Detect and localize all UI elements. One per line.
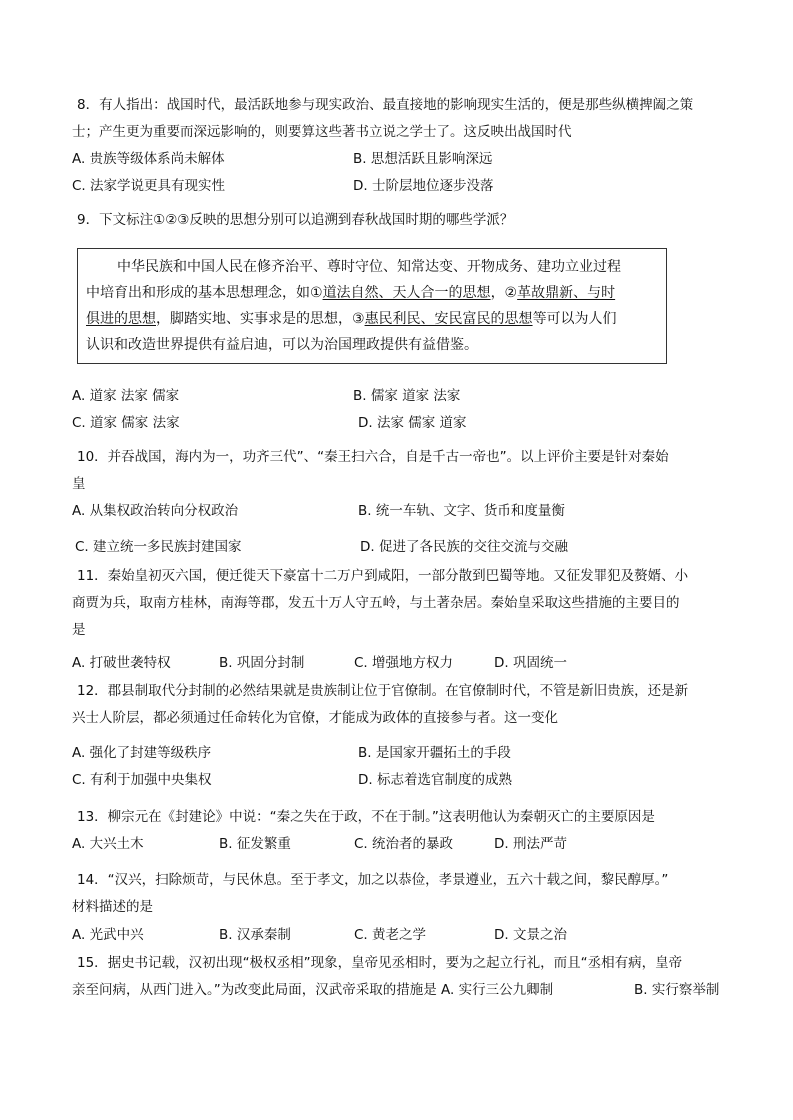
q13-option-c: C. 统治者的暴政 — [354, 836, 454, 852]
q14-stem-line1: 14．“汉兴，扫除烦苛，与民休息。至于孝文，加之以恭俭，孝景遵业，五六十载之间，黎民醇厚。” — [77, 872, 669, 888]
q9-box-line2-b: ，② — [490, 285, 518, 301]
q9-box-line2 — [86, 286, 615, 300]
q9-underline-2a: 革故鼎新、与时 — [517, 285, 616, 301]
q14-option-c: C. 黄老之学 — [354, 927, 427, 943]
q12-option-a: A. 强化了封建等级秩序 — [72, 745, 212, 761]
q11-option-a: A. 打破世袭特权 — [72, 655, 171, 671]
q11-stem-line1: 11．秦始皇初灭六国，便迁徙天下豪富十二万户到咸阳，一部分散到巴蜀等地。又征发罪犯及赘婿、小 — [77, 568, 689, 584]
q11-option-b: B. 巩固分封制 — [219, 655, 305, 671]
q12-option-c: C. 有利于加强中央集权 — [72, 772, 212, 788]
q13-option-d: D. 刑法严苛 — [494, 836, 567, 852]
q9-box-line2-a: 中培育出和形成的基本思想理念，如① — [86, 285, 323, 301]
q8-option-c: C. 法家学说更具有现实性 — [72, 178, 226, 194]
q8-option-a: A. 贵族等级体系尚未解体 — [72, 151, 225, 167]
q8-stem-line1: 8．有人指出：战国时代，最活跃地参与现实政治、最直接地的影响现实生活的，便是那些纵横捭阖之策 — [77, 97, 694, 113]
q9-option-a: A. 道家 法家 儒家 — [72, 388, 180, 404]
q9-underline-2b: 俱进的思想 — [86, 311, 156, 327]
q11-stem-line2: 商贾为兵，取南方桂林，南海等郡，发五十万人守五岭，与土著杂居。秦始皇采取这些措施的主要目的 — [72, 595, 680, 611]
q10-stem-line2: 皇 — [72, 476, 86, 492]
q14-stem-line2: 材料描述的是 — [72, 899, 153, 915]
q12-stem-line1: 12．郡县制取代分封制的必然结果就是贵族制让位于官僚制。在官僚制时代，不管是新旧贵族，还是新 — [77, 683, 689, 699]
q8-option-b: B. 思想活跃且影响深远 — [353, 151, 493, 167]
q8-stem-line2: 士；产生更为重要而深远影响的，则要算这些著书立说之学士了。这反映出战国时代 — [72, 124, 572, 140]
q10-option-b: B. 统一车轨、文字、货币和度量衡 — [358, 503, 565, 519]
q14-option-a: A. 光武中兴 — [72, 927, 144, 943]
q15-option-b: B. 实行察举制 — [634, 982, 720, 998]
q15-stem-line1: 15．据史书记载，汉初出现“极权丞相”现象，皇帝见丞相时，要为之起立行礼，而且“丞相有病，皇帝 — [77, 955, 683, 971]
q9-underline-3: 惠民利民、安民富民的思想 — [364, 311, 533, 327]
q11-stem-line3: 是 — [72, 622, 86, 638]
q9-option-c: C. 道家 儒家 法家 — [72, 415, 180, 431]
q11-option-c: C. 增强地方权力 — [354, 655, 454, 671]
q9-underline-1: 道法自然、天人合一的思想 — [322, 285, 491, 301]
q9-quote-box — [77, 248, 667, 364]
q8-option-d: D. 士阶层地位逐步没落 — [353, 178, 494, 194]
q9-option-b: B. 儒家 道家 法家 — [353, 388, 461, 404]
q13-stem: 13．柳宗元在《封建论》中说：“秦之失在于政，不在于制。”这表明他认为秦朝灭亡的主要原因是 — [77, 809, 655, 825]
q11-option-d: D. 巩固统一 — [494, 655, 567, 671]
q14-option-d: D. 文景之治 — [494, 927, 567, 943]
q10-stem-line1: 10．并吞战国，海内为一，功齐三代”、“秦王扫六合，自是千古一帝也”。以上评价主要是针对秦始 — [77, 449, 669, 465]
q9-box-line1: 中华民族和中国人民在修齐治平、尊时守位、知常达变、开物成务、建功立业过程 — [117, 259, 621, 275]
q12-stem-line2: 兴士人阶层，都必须通过任命转化为官僚，才能成为政体的直接参与者。这一变化 — [72, 710, 558, 726]
q12-option-d: D. 标志着选官制度的成熟 — [358, 772, 512, 788]
q9-box-line4: 认识和改造世界提供有益启迪，可以为治国理政提供有益借鉴。 — [86, 337, 478, 353]
q13-option-a: A. 大兴土木 — [72, 836, 144, 852]
q15-stem-line2: 亲至问病，从西门进入。”为改变此局面，汉武帝采取的措施是 A. 实行三公九卿制 — [72, 982, 554, 998]
q9-box-line3-a: ，脚踏实地、实事求是的思想，③ — [156, 311, 365, 327]
q10-option-c: C. 建立统一多民族封建国家 — [75, 539, 242, 555]
q14-option-b: B. 汉承秦制 — [219, 927, 291, 943]
q9-option-d: D. 法家 儒家 道家 — [358, 415, 467, 431]
q10-option-d: D. 促进了各民族的交往交流与交融 — [360, 539, 568, 555]
q12-option-b: B. 是国家开疆拓土的手段 — [358, 745, 511, 761]
q9-box-line3-b: 等可以为人们 — [532, 311, 617, 327]
q13-option-b: B. 征发繁重 — [219, 836, 291, 852]
q10-option-a: A. 从集权政治转向分权政治 — [72, 503, 239, 519]
q9-stem: 9．下文标注①②③反映的思想分别可以追溯到春秋战国时期的哪些学派？ — [77, 212, 514, 228]
q9-box-line3 — [86, 312, 617, 326]
